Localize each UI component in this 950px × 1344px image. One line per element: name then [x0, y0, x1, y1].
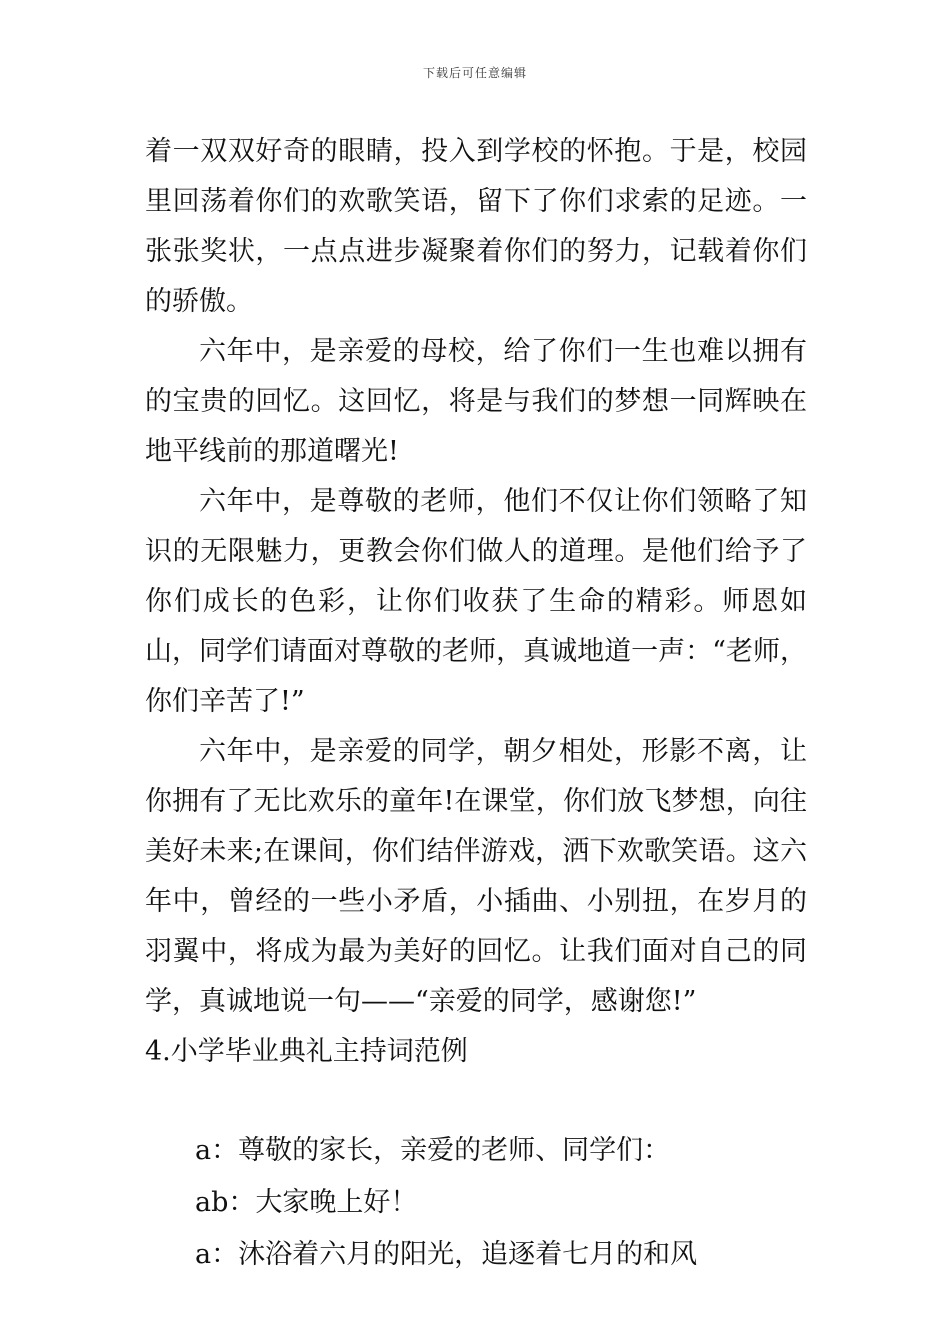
section-spacer: [145, 1077, 807, 1125]
paragraph-teachers: 六年中，是尊敬的老师，他们不仅让你们领略了知识的无限魅力，更教会你们做人的道理。是他们给予了你们成长的色彩，让你们收获了生命的精彩。师恩如山，同学们请面对尊敬的老师，真诚地道一声：“老师，你们辛苦了!”: [145, 486, 807, 717]
paragraph-continuation: 着一双双好奇的眼睛，投入到学校的怀抱。于是，校园里回荡着你们的欢歌笑语，留下了你们求索的足迹。一张张奖状，一点点进步凝聚着你们的努力，记载着你们的骄傲。: [145, 136, 807, 317]
dialogue-line: ab：大家晚上好！: [195, 1187, 418, 1218]
paragraph-classmates: 六年中，是亲爱的同学，朝夕相处，形影不离，让你拥有了无比欢乐的童年!在课堂，你们放飞梦想，向往美好未来;在课间，你们结伴游戏，洒下欢歌笑语。这六年中，曾经的一些小矛盾，小插曲、小别扭，在岁月的羽翼中，将成为最为美好的回忆。让我们面对自己的同学，真诚地说一句——“亲爱的同学，感谢您!”: [145, 736, 807, 1017]
document-body: [145, 127, 807, 1281]
section-heading: 4.小学毕业典礼主持词范例: [145, 1036, 468, 1067]
dialogue-line: a：尊敬的家长，亲爱的老师、同学们：: [195, 1135, 671, 1166]
page-header: 下载后可任意编辑: [422, 66, 527, 80]
dialogue-line: a：沐浴着六月的阳光，追逐着七月的和风: [195, 1239, 698, 1270]
paragraph-alma-mater: 六年中，是亲爱的母校，给了你们一生也难以拥有的宝贵的回忆。这回忆，将是与我们的梦想一同辉映在地平线前的那道曙光!: [145, 336, 807, 467]
